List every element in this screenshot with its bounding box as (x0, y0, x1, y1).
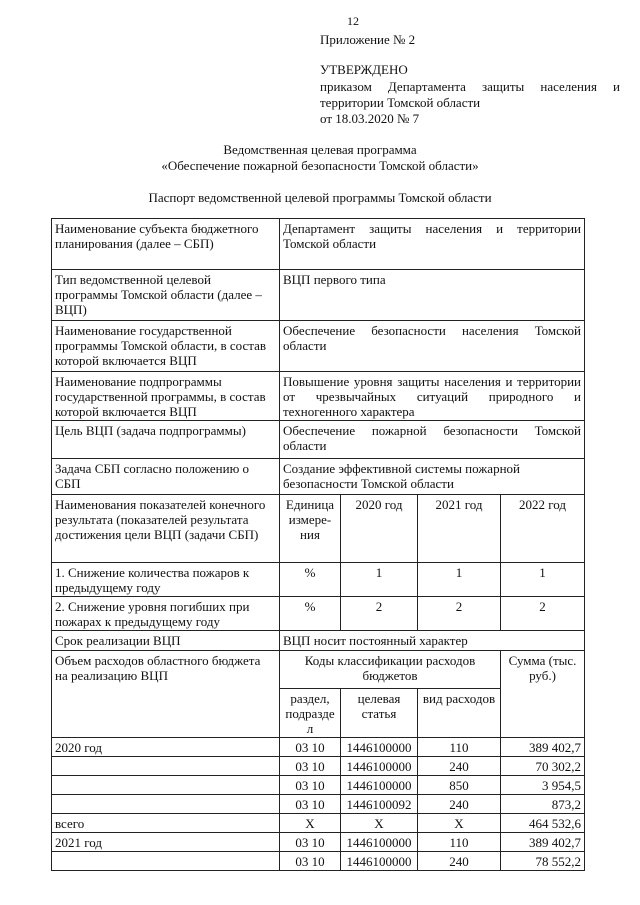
approval-block (320, 62, 620, 127)
expense-sum: 389 402,7 (501, 738, 585, 757)
table-row (52, 421, 585, 459)
expense-target: 1446100000 (341, 776, 418, 795)
table-row (52, 563, 585, 597)
type-label: Тип ведомственной целевой программы Томской области (далее – ВЦП) (52, 270, 280, 321)
table-row (52, 459, 585, 495)
table-row (52, 495, 585, 563)
approval-word: приказом (320, 79, 372, 94)
expense-sum: 389 402,7 (501, 833, 585, 852)
table-row (52, 852, 585, 871)
subject-value: Департамент защиты населения и территории Томской области (280, 219, 585, 270)
expense-label: 2020 год (52, 738, 280, 757)
expense-target: 1446100000 (341, 833, 418, 852)
table-row (52, 372, 585, 421)
approval-line-1 (320, 79, 620, 95)
unit-header: Единица измере-ния (280, 495, 341, 563)
expense-label: всего (52, 814, 280, 833)
goal-value: Обеспечение пожарной безопасности Томской области (280, 421, 585, 459)
expense-type: 240 (418, 852, 501, 871)
term-value: ВЦП носит постоянный характер (280, 631, 585, 651)
indicator-name: 1. Снижение количества пожаров к предыдущему году (52, 563, 280, 597)
expense-target: 1446100000 (341, 852, 418, 871)
year-header: 2021 год (418, 495, 501, 563)
approval-title: УТВЕРЖДЕНО (320, 62, 408, 77)
expense-target: 1446100000 (341, 738, 418, 757)
subject-label: Наименование субъекта бюджетного планирования (далее – СБП) (52, 219, 280, 270)
codes-header: Коды классификации расходов бюджетов (280, 651, 501, 689)
expense-target: 1446100092 (341, 795, 418, 814)
indicators-header: Наименования показателей конечного результата (показателей результата достижения цели ВЦП (задачи СБП) (52, 495, 280, 563)
expense-type: 110 (418, 738, 501, 757)
expense-label (52, 852, 280, 871)
indicator-name: 2. Снижение уровня погибших при пожарах к предыдущему году (52, 597, 280, 631)
expense-type: 850 (418, 776, 501, 795)
approval-word: Департамента (387, 79, 466, 94)
expense-type: 240 (418, 757, 501, 776)
approval-line-3: от 18.03.2020 № 7 (320, 111, 420, 126)
subprogram-value: Повышение уровня защиты населения и территории от чрезвычайных ситуаций природного и техногенного характера (280, 372, 585, 421)
expense-sum: 70 302,2 (501, 757, 585, 776)
page-number: 12 (347, 14, 359, 28)
table-row (52, 631, 585, 651)
indicator-value: 2 (501, 597, 585, 631)
table-row (52, 757, 585, 776)
expense-sum: 3 954,5 (501, 776, 585, 795)
indicator-value: 2 (418, 597, 501, 631)
task-value: Создание эффективной системы пожарной безопасности Томской области (280, 459, 585, 495)
indicator-value: 2 (341, 597, 418, 631)
expense-section: 03 10 (280, 776, 341, 795)
col-type-header: вид расходов (418, 689, 501, 738)
expense-type: Х (418, 814, 501, 833)
table-row (52, 651, 585, 689)
table-row (52, 833, 585, 852)
expense-section: 03 10 (280, 738, 341, 757)
expense-target: Х (341, 814, 418, 833)
state-program-value: Обеспечение безопасности населения Томской области (280, 321, 585, 372)
expense-type: 240 (418, 795, 501, 814)
table-row (52, 738, 585, 757)
table-row (52, 270, 585, 321)
indicator-unit: % (280, 597, 341, 631)
program-title-line-1: Ведомственная целевая программа (223, 142, 417, 157)
col-target-header: целевая статья (341, 689, 418, 738)
expense-section: 03 10 (280, 795, 341, 814)
expense-section: 03 10 (280, 833, 341, 852)
expense-label (52, 795, 280, 814)
expense-section: 03 10 (280, 852, 341, 871)
type-value: ВЦП первого типа (280, 270, 585, 321)
approval-word: защиты (482, 79, 525, 94)
program-title-line-2: «Обеспечение пожарной безопасности Томской области» (161, 158, 479, 173)
year-header: 2020 год (341, 495, 418, 563)
year-header: 2022 год (501, 495, 585, 563)
expense-label: 2021 год (52, 833, 280, 852)
expense-section: Х (280, 814, 341, 833)
expenses-label: Объем расходов областного бюджета на реализацию ВЦП (52, 651, 280, 738)
indicator-unit: % (280, 563, 341, 597)
expense-target: 1446100000 (341, 757, 418, 776)
expense-type: 110 (418, 833, 501, 852)
appendix-label: Приложение № 2 (320, 32, 416, 47)
passport-title: Паспорт ведомственной целевой программы Томской области (148, 190, 492, 205)
expense-label (52, 757, 280, 776)
task-label: Задача СБП согласно положению о СБП (52, 459, 280, 495)
approval-word: населения (540, 79, 597, 94)
table-row (52, 814, 585, 833)
expense-label (52, 776, 280, 795)
state-program-label: Наименование государственной программы Томской области, в состав которой включается ВЦП (52, 321, 280, 372)
expense-section: 03 10 (280, 757, 341, 776)
passport-table (51, 218, 585, 871)
indicator-value: 1 (341, 563, 418, 597)
table-row (52, 597, 585, 631)
table-row (52, 219, 585, 270)
term-label: Срок реализации ВЦП (52, 631, 280, 651)
table-row (52, 795, 585, 814)
approval-line-2: территории Томской области (320, 95, 481, 110)
expense-sum: 464 532,6 (501, 814, 585, 833)
indicator-value: 1 (501, 563, 585, 597)
indicator-value: 1 (418, 563, 501, 597)
subprogram-label: Наименование подпрограммы государственной программы, в состав которой включается ВЦП (52, 372, 280, 421)
table-row (52, 776, 585, 795)
sum-header: Сумма (тыс. руб.) (501, 651, 585, 738)
expense-sum: 873,2 (501, 795, 585, 814)
table-row (52, 321, 585, 372)
expense-sum: 78 552,2 (501, 852, 585, 871)
goal-label: Цель ВЦП (задача подпрограммы) (52, 421, 280, 459)
approval-word: и (613, 79, 620, 94)
col-section-header: раздел, подразде л (280, 689, 341, 738)
